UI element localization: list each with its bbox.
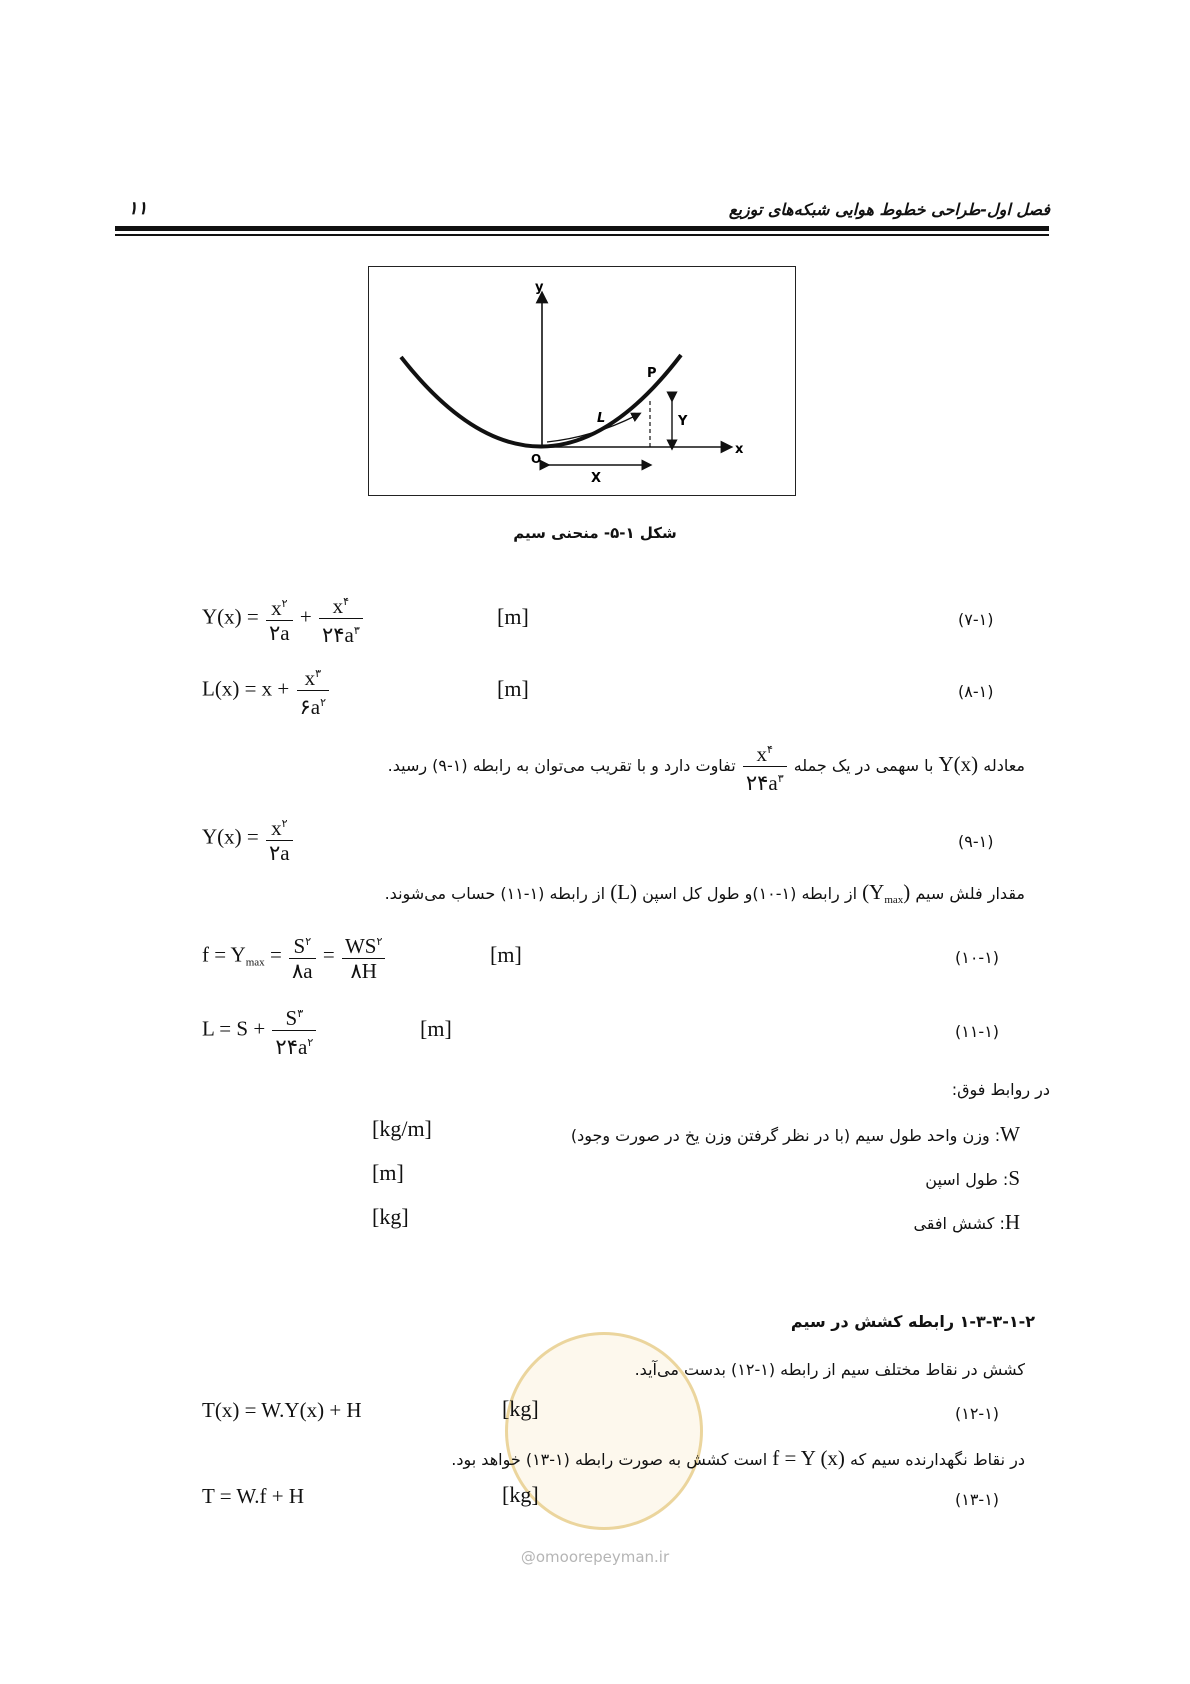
eq9-frac: $\frac{x^۲}{۲a}$	[266, 812, 293, 865]
height-label: Y	[678, 414, 688, 429]
eq8-lhs: L(x) = x +	[202, 676, 290, 701]
eq7-frac2: $\frac{x^۴}{۲۴a^۳}$	[319, 590, 363, 647]
eq8-unit: [m]	[497, 676, 529, 701]
eq7-number: (۷-۱)	[958, 610, 994, 629]
equation-8	[202, 662, 331, 719]
eq8-number: (۸-۱)	[958, 682, 994, 701]
figure-caption: شکل ۱-۵- منحنی سیم	[513, 524, 677, 542]
paragraph-support-points: در نقاط نگهدارنده سیم که f = Y (x) است کشش به صورت رابطه (۱-۱۳) خواهد بود.	[451, 1446, 1025, 1470]
eq7-plus: +	[299, 604, 312, 629]
point-label: P	[647, 366, 657, 381]
eq12-unit: [kg]	[502, 1396, 539, 1421]
eq11-number: (۱۱-۱)	[955, 1022, 1000, 1041]
eq10-number: (۱۰-۱)	[955, 948, 1000, 967]
definition-w: W: وزن واحد طول سیم (با در نظر گرفتن وزن یخ در صورت وجود)	[570, 1122, 1020, 1146]
definition-s: S: طول اسپن	[925, 1166, 1020, 1190]
wire-curve	[401, 355, 681, 447]
equation-13: T = W.f + H	[202, 1484, 305, 1508]
header-rule-thin	[115, 234, 1049, 236]
equation-9	[202, 812, 295, 865]
watermark-site: @omoorepeyman.ir	[520, 1548, 670, 1566]
eq7-unit: [m]	[497, 604, 529, 629]
definition-h: H: کشش افقی	[913, 1210, 1020, 1234]
eq9-lhs: Y(x) =	[202, 824, 259, 849]
eq10-frac1: $\frac{S^۲}{۸a}$	[289, 930, 316, 983]
eq7-lhs: Y(x) =	[202, 604, 259, 629]
chapter-title: فصل اول-طراحی خطوط هوایی شبکه‌های توزیع	[728, 200, 1050, 219]
equation-10: $f = Y_{max}$ = $\frac{S^۲}{۸a}$ = $\frac{WS^۲}{۸H}$	[202, 930, 387, 983]
wire-curve-diagram	[369, 267, 794, 494]
eq10-unit: [m]	[490, 942, 522, 967]
y-axis-label: y	[535, 280, 544, 295]
eq13-number: (۱۳-۱)	[955, 1490, 1000, 1509]
def-h-unit: [kg]	[372, 1204, 409, 1229]
eq10-frac2: $\frac{WS^۲}{۸H}$	[342, 930, 385, 983]
length-label: L	[597, 411, 606, 426]
equation-12: T(x) = W.Y(x) + H	[202, 1398, 362, 1422]
section-heading: ۱-۳-۳-۱-۲ رابطه کشش در سیم	[790, 1312, 1035, 1331]
def-w-unit: [kg/m]	[372, 1116, 432, 1141]
x-axis-label: x	[735, 442, 744, 457]
header-rule-thick	[115, 226, 1049, 231]
paragraph-parabola: معادله Y(x) با سهمی در یک جمله $\frac{x^۴}{۲۴a^۳}$ تفاوت دارد و با تقریب می‌توان به رابطه (۱-۹) رسید.	[387, 742, 1025, 795]
paragraph-sag: مقدار فلش سیم $(Y_{max})$ از رابطه (۱-۱۰)و طول کل اسپن (L) از رابطه (۱-۱۱) حساب می‌شوند.	[384, 880, 1025, 906]
eq8-frac: $\frac{x^۳}{۶a^۲}$	[297, 662, 330, 719]
equation-7	[202, 590, 365, 647]
definitions-title: در روابط فوق:	[951, 1080, 1050, 1099]
eq13-unit: [kg]	[502, 1482, 539, 1507]
eq7-frac1: $\frac{x^۲}{۲a}$	[266, 592, 293, 645]
def-s-unit: [m]	[372, 1160, 404, 1185]
length-arrow	[547, 415, 637, 442]
paragraph-tension: کشش در نقاط مختلف سیم از رابطه (۱-۱۲) بدست می‌آید.	[634, 1360, 1025, 1379]
eq9-number: (۹-۱)	[958, 832, 994, 851]
eq11-frac: $\frac{S^۳}{۲۴a^۲}$	[272, 1002, 316, 1059]
origin-label: O	[531, 452, 542, 466]
wire-curve-figure	[368, 266, 796, 496]
equation-11: L = S + $\frac{S^۳}{۲۴a^۲}$	[202, 1002, 318, 1059]
horizontal-label: X	[591, 471, 602, 486]
eq11-unit: [m]	[420, 1016, 452, 1041]
eq12-number: (۱۲-۱)	[955, 1404, 1000, 1423]
page-number: ۱۱	[128, 198, 148, 219]
